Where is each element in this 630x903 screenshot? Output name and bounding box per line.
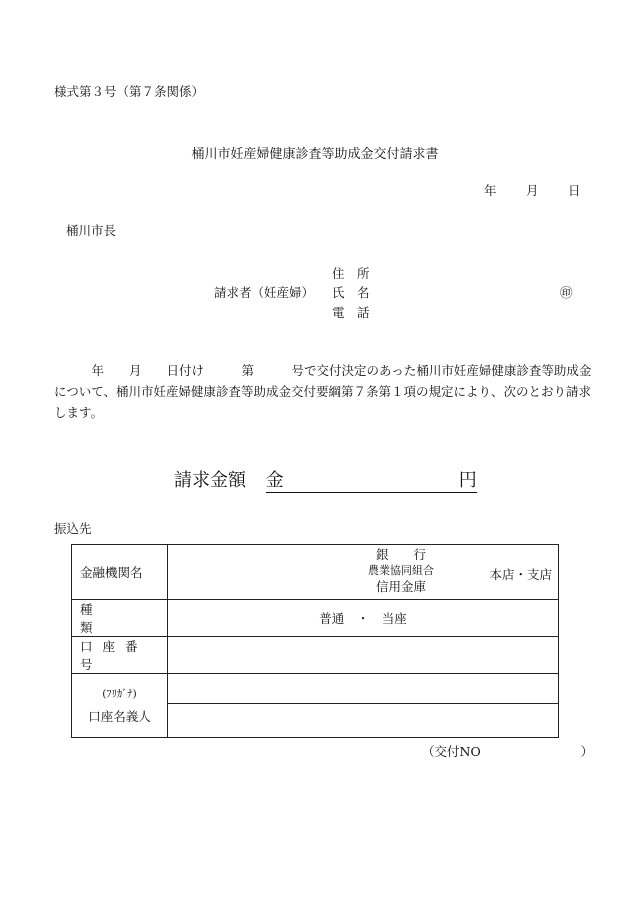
- institution-cell[interactable]: [168, 545, 559, 600]
- furigana-field[interactable]: [168, 674, 559, 704]
- address-label: 住 所: [332, 266, 370, 281]
- amount-field[interactable]: [266, 466, 459, 493]
- seal-mark: ㊞: [560, 285, 573, 300]
- amount-suffix: 円: [459, 466, 477, 493]
- form-number: 様式第３号（第７条関係）: [54, 84, 205, 99]
- account-kind-value[interactable]: 普通 ・ 当座: [168, 600, 559, 637]
- addressee: 桶川市長: [66, 223, 117, 238]
- institution-label: 金融機関名: [72, 545, 168, 600]
- document-title: 桶川市妊産婦健康診査等助成金交付請求書: [191, 147, 439, 162]
- account-number-label: 口座番号: [72, 637, 168, 674]
- transfer-label: 振込先: [54, 521, 92, 536]
- institution-type-coop: 農業協同組合: [368, 564, 434, 577]
- amount-label: 請求金額: [174, 470, 246, 491]
- phone-label: 電 話: [332, 305, 370, 320]
- furigana-label: (ﾌﾘｶﾞﾅ): [102, 688, 137, 700]
- date-line: [484, 181, 610, 199]
- branch-label: 本店・支店: [489, 567, 552, 582]
- requester-role: 請求者（妊産婦）: [214, 285, 315, 300]
- issue-number: （交付NO ）: [422, 744, 594, 759]
- amount-line: [174, 466, 477, 493]
- account-number-field[interactable]: [168, 637, 559, 674]
- name-label: 氏 名: [332, 285, 370, 300]
- date-month: 月: [526, 183, 539, 198]
- date-year: 年: [484, 183, 497, 198]
- account-holder-field[interactable]: [168, 704, 559, 738]
- account-holder-label: 口座名義人: [88, 709, 151, 724]
- account-holder-header: [72, 674, 168, 738]
- request-body-text: 年 月 日付け 第 号で交付決定のあった桶川市妊産婦健康診査等助成金について、桶川市妊産婦健康診査等助成金交付要綱第７条第１項の規定により、次のとおり請求します。: [54, 363, 592, 420]
- institution-type-credit: 信用金庫: [375, 579, 426, 594]
- bank-table: [71, 544, 559, 738]
- institution-type-bank: 銀 行: [375, 547, 426, 562]
- date-day: 日: [568, 183, 581, 198]
- amount-prefix: 金: [265, 470, 284, 491]
- account-kind-label: 種類: [72, 600, 168, 637]
